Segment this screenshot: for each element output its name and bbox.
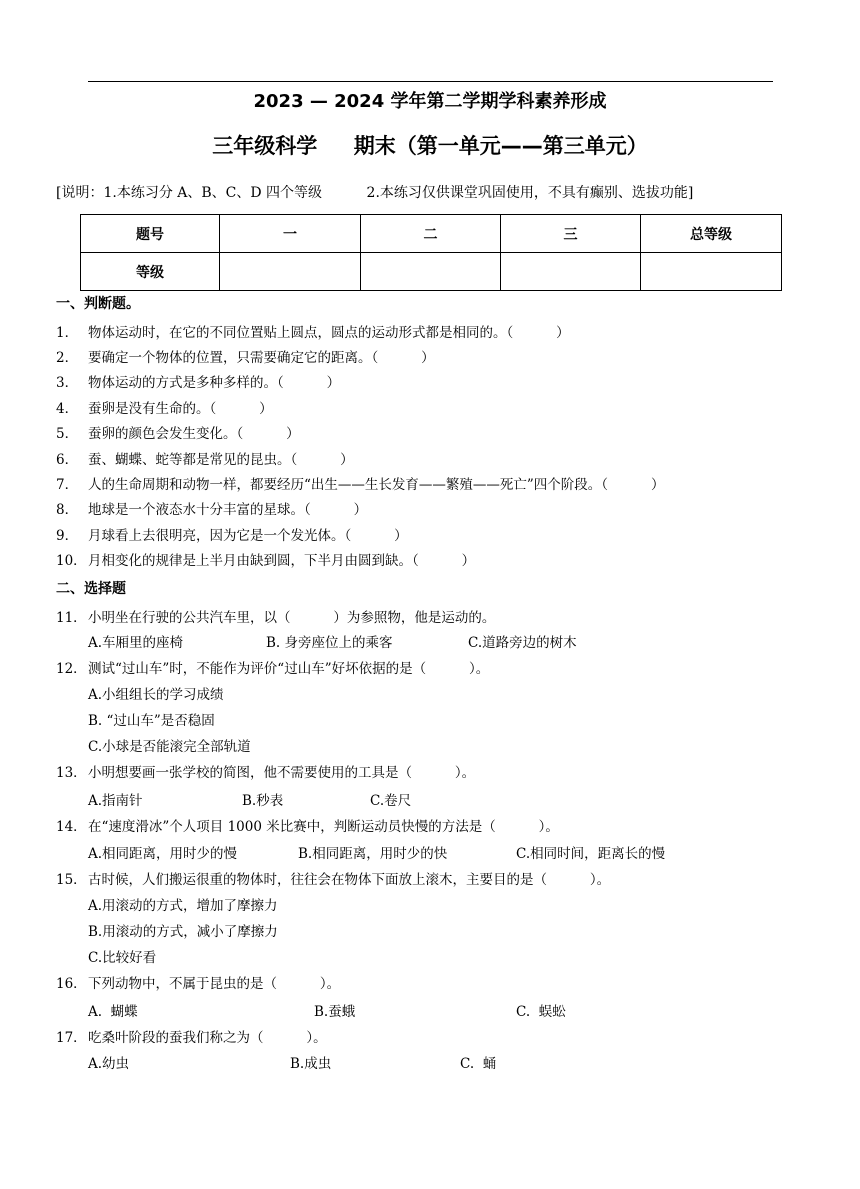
- answer-option: B.成虫: [290, 1056, 332, 1072]
- question-item: 11．小明坐在行驶的公共汽车里，以（ ）为参照物，他是运动的。: [56, 610, 496, 626]
- answer-option: C. 蛹: [460, 1056, 497, 1072]
- question-item: 14．在“速度滑冰”个人项目 1000 米比赛中，判断运动员快慢的方法是（ ）。: [56, 819, 559, 835]
- top-rule: [88, 81, 773, 82]
- grade-table-header: 三: [501, 215, 641, 253]
- answer-option: B.用滚动的方式，减小了摩擦力: [88, 924, 278, 940]
- answer-option: A.指南针: [88, 793, 143, 809]
- answer-option: C.小球是否能滚完全部轨道: [88, 739, 251, 755]
- grade-row-label: 等级: [81, 253, 220, 291]
- answer-option: C. 蜈蚣: [516, 1004, 566, 1020]
- answer-option: B.秒表: [242, 793, 284, 809]
- question-item: 5． 蚕卵的颜色会发生变化。（ ）: [56, 426, 300, 442]
- answer-option: A.相同距离，用时少的慢: [88, 846, 238, 862]
- question-item: 16．下列动物中，不属于昆虫的是（ ）。: [56, 976, 341, 992]
- answer-option: B. 身旁座位上的乘客: [266, 635, 393, 651]
- section-title-judgment: 一、判断题。: [56, 296, 140, 312]
- question-item: 4． 蚕卵是没有生命的。（ ）: [56, 401, 273, 417]
- grade-table-header: 一: [220, 215, 361, 253]
- answer-option: C.道路旁边的树木: [468, 635, 577, 651]
- answer-option: B.相同距离，用时少的快: [298, 846, 448, 862]
- answer-option: A.用滚动的方式，增加了摩擦力: [88, 898, 278, 914]
- question-item: 12．测试“过山车”时，不能作为评价“过山车”好坏依据的是（ ）。: [56, 661, 490, 677]
- answer-option: A.车厢里的座椅: [88, 635, 184, 651]
- question-item: 8． 地球是一个液态水十分丰富的星球。（ ）: [56, 502, 368, 518]
- answer-option: C.相同时间，距离长的慢: [516, 846, 666, 862]
- answer-option: C.卷尺: [370, 793, 412, 809]
- answer-option: A. 蝴蝶: [88, 1004, 138, 1020]
- answer-option: A.幼虫: [88, 1056, 130, 1072]
- grade-table-header: 题号: [81, 215, 220, 253]
- grade-cell[interactable]: [220, 253, 361, 291]
- answer-option: B.蚕蛾: [314, 1004, 356, 1020]
- grade-table: [80, 214, 782, 291]
- answer-option: B. “过山车”是否稳固: [88, 713, 215, 729]
- section-title-choice: 二、选择题: [56, 581, 126, 597]
- answer-option: C.比较好看: [88, 950, 157, 966]
- answer-option: A.小组组长的学习成绩: [88, 687, 224, 703]
- page-title: 2023 — 2024 学年第二学期学科素养形成: [253, 91, 607, 112]
- question-item: 10．月相变化的规律是上半月由缺到圆，下半月由圆到缺。（ ）: [56, 553, 476, 569]
- question-item: 17．吃桑叶阶段的蚕我们称之为（ ）。: [56, 1030, 327, 1046]
- question-item: 13．小明想要画一张学校的简图，他不需要使用的工具是（ ）。: [56, 765, 476, 781]
- grade-cell[interactable]: [501, 253, 641, 291]
- grade-table-header: 二: [361, 215, 501, 253]
- grade-cell[interactable]: [361, 253, 501, 291]
- grade-table-row: [81, 253, 782, 291]
- instructions-note: [说明：1.本练习分 A、B、C、D 四个等级 2.本练习仅供课堂巩固使用，不具有癫别、选拔功能]: [56, 185, 694, 201]
- question-item: 9． 月球看上去很明亮，因为它是一个发光体。（ ）: [56, 528, 408, 544]
- question-item: 1． 物体运动时，在它的不同位置贴上圆点，圆点的运动形式都是相同的。（ ）: [56, 325, 570, 341]
- question-item: 6． 蚕、蝴蝶、蛇等都是常见的昆虫。（ ）: [56, 452, 354, 468]
- question-item: 3． 物体运动的方式是多种多样的。（ ）: [56, 375, 341, 391]
- question-item: 15．古时候，人们搬运很重的物体时，往往会在物体下面放上滚木，主要目的是（ ）。: [56, 872, 611, 888]
- grade-table-header-row: [81, 215, 782, 253]
- grade-cell[interactable]: [641, 253, 782, 291]
- grade-table-header: 总等级: [641, 215, 782, 253]
- page-subtitle: 三年级科学 期末（第一单元——第三单元）: [212, 134, 648, 158]
- question-item: 2． 要确定一个物体的位置，只需要确定它的距离。（ ）: [56, 350, 435, 366]
- question-item: 7． 人的生命周期和动物一样，都要经历“出生——生长发育——繁殖——死亡”四个阶段。（ ）: [56, 477, 665, 493]
